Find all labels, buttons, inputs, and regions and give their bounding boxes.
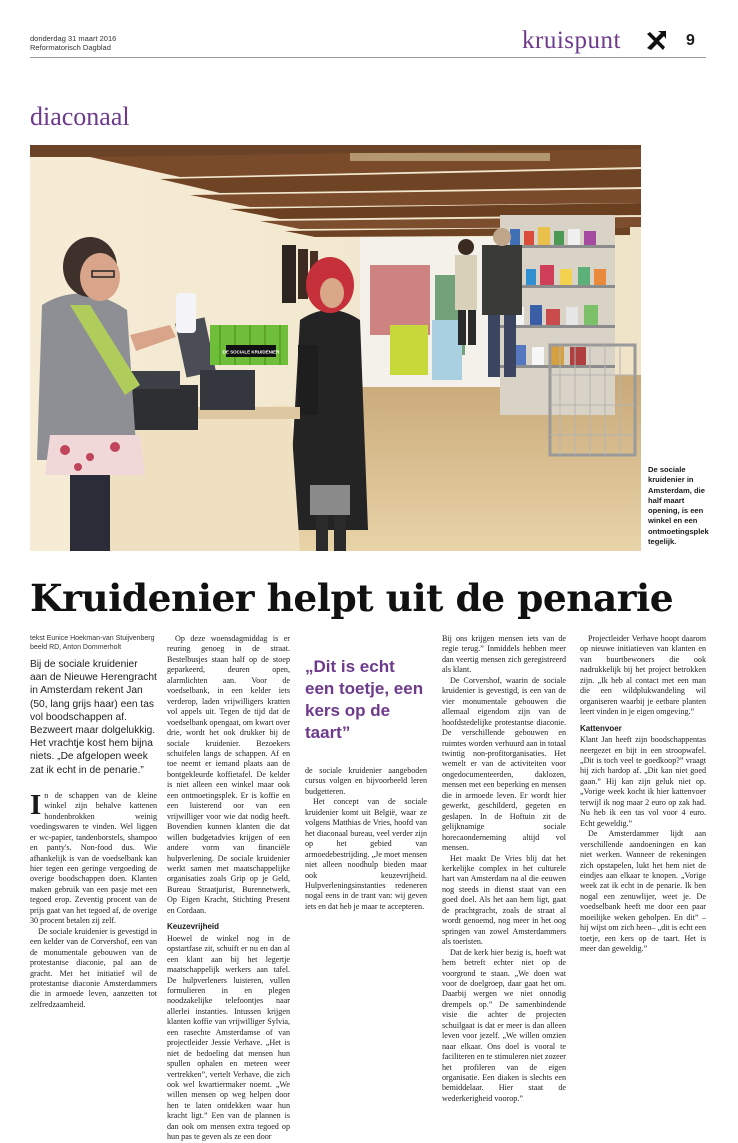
- body-paragraph: Bij ons krijgen mensen iets van de regie terug.” Inmiddels hebben meer dan veertig mensen zich geregistreerd als klant.: [442, 634, 566, 675]
- body-paragraph: Hoewel de winkel nog in de opstartfase zit, schuift er nu en dan al een klant aan bij het legertje maatschappelijk werkers aan tafel. De hulpverleners luisteren, vullen formulieren in en plegen noodzakelijke telefoontjes naar allerlei instanties. Intussen krijgen klanten koffie van vrijwilliger Sylvia, een rasechte Amsterdamse of van projectleider Jessie Verhave. „Het is niet de bedoeling dat mensen hun spullen ophalen en meteen weer vertrekken”, vertelt Verhave, die zich ook wel kwartiermaker noemt. „We willen mensen op weg helpen door hen te laten ontdekken waar hun kracht ligt.” Een van de plannen is dan ook om mensen extra tegoed op hun pas te geven als ze een door: [167, 933, 290, 1142]
- article-intro: Bij de sociale kruidenier aan de Nieuwe Herengracht in Amsterdam rekent Jan (50, lang grijs haar) een tas vol boodschappen af. Bezweert maar dolgelukkig. Het vrachtje kost hem bijna niets. „De afgelopen week zat ik echt in de penarie.”: [30, 659, 157, 776]
- body-paragraph: n de schappen van de kleine winkel zijn behalve kattenen hondenbrokken weinig voedingswaren te vinden. Wel liggen er wc-papier, tandenborstels, shampoo en panty's. Non-food dus. Wie afhankelijk is van de voedselbank kan hier tegen een geringe vergoeding de overige boodschappen doen. Klanten maken gebruik van een pasje met een tegoed erop. Zeventig procent van de prijs gaat van het tegoed af, de overige 30 procent betalen zij zelf.: [30, 790, 157, 926]
- page-number: 9: [686, 32, 695, 49]
- body-paragraph: Dat de kerk hier bezig is, hoeft wat hem betreft echter niet op de voorgrond te staan. „We doen wat voor de doelgroep, daar gaat het om. Daarbij wergen we niet onnodig drempels op.” De samenbindende visie die achter de projecten schuilgaat is dat er meer is dan alleen leven voor jezelf. „We willen omzien naar elkaar. Ons doel is vooral te faciliteren en te stimuleren niet zozeer het profileren van de eigen organisatie. Een diaken is slechts een bemiddelaar. Hier staat de wederkerigheid voorop.”: [442, 947, 566, 1103]
- article-column-3: [305, 634, 427, 912]
- body-paragraph: De sociale kruidenier is gevestigd in een kelder van de Corvershof, een van de monumentale gebouwen van de protestantse diaconie, pal aan de gracht. Met het initiatief wil de protestantse diaconie Amsterdammers die in armoede leven, aanzetten tot zelfredzaamheid.: [30, 926, 157, 1009]
- body-paragraph: de sociale kruidenier aangeboden cursus volgen en bijvoorbeeld leren budgetteren.: [305, 766, 427, 796]
- body-paragraph: De Corvershof, waarin de sociale kruidenier is gevestigd, is een van de vier monumentale gebouwen die allemaal eigendom zijn van de hoofdstedelijke protestantse diaconie. De verschillende gebouwen en ruimtes worden verhuurd aan in totaal twintig non-profitorganisaties. Het wemelt er van de activiteiten voor ongedocumenteerden, daklozen, mensen met een beperking en mensen die in armoede leven. Er wordt hier gewerkt, geschilderd, gegeten en geslapen. In de Hoftuin zit de gelijknamige sociale horecaonderneming altijd vol mensen.: [442, 675, 566, 853]
- author-credit: tekst Eunice Hoekman-van Stuijvenberg: [30, 635, 155, 642]
- photo-caption: De sociale kruidenier in Amsterdam, die half maart opening, is een winkel en een ontmoetingsplek tegelijk.: [648, 465, 709, 547]
- body-paragraph: Op deze woensdagmiddag is er reuring genoeg in de straat. Bestelbusjes staan half op de stoep geparkeerd, deuren open, alarmlichten aan. Voor de voedselbank, in een kelder iets verderop, laden vrijwilligers kratten vol appels uit. Tegen de tijd dat de voedselbank opengaat, om kwart over drie, wordt het ook drukker bij de sociale kruidenier. Bezoekers schuifelen langs de schappen. Af en toe neemt er iemand plaats aan de bontgekleurde koffietafel. De kelder is niet alleen een winkel maar ook een ontmoetingsplek. Er is koffie en een luisterend oor van een vrijwilliger voor wie dat nodig heeft. Bovendien kunnen klanten die dat willen budgetadvies krijgen of een andere vorm van financiële hulpverlening. De sociale kruidenier werkt samen met maatschappelijke organisaties zoals Grip op je Geld, Bureau Straatjurist, Burennetwerk, Op Eigen Kracht, Stichting Present en Cordaan.: [167, 634, 290, 915]
- first-paragraph: [30, 788, 157, 927]
- drop-cap: I: [30, 788, 42, 821]
- subheading-keuzevrijheid: Keuzevrijheid: [167, 922, 220, 932]
- body-paragraph: De Amsterdammer lijdt aan verschillende aandoeningen en kan niet werken. Wanneer de rekeningen zich opstapelen, lukt het hem niet de eindjes aan elkaar te knopen. „Vorige week zat ik echt in de penarie. Ik ben nogal een zenuwlijer, weet je. De voedselbank heeft me door een paar moeilijke weken geholpen. En dit” –hij wijst om zich heen– „dit is echt een toetje, een kers op de taart. Het is meer dan geweldig.”: [580, 829, 706, 954]
- headline: Kruidenier helpt uit de penarie: [30, 576, 674, 620]
- pull-quote: „Dit is echt een toetje, een kers op de taart”: [305, 657, 424, 742]
- body-paragraph: Het concept van de sociale kruidenier komt uit België, waar ze volgens Matthias de Vries, hoofd van het diaconaal bureau, veel verder zijn op het gebied van armoedebestrijding. „Je moet mensen niet alleen noodhulp bieden maar ook keuzevrijheid. Hulpverleningsinstanties redeneren nogal eens in de trant van: wij geven iets en dat heb je maar te accepteren.: [305, 797, 427, 911]
- body-paragraph: Klant Jan heeft zijn boodschappentas neergezet en bijt in een stroopwafel. „Dit is toch veel te goedkoop?” vraagt hij zich hardop af. „Dit kan niet goed gaan.” Hij kan zijn geluk niet op. „Vorige week kocht ik hier kattenvoer terwijl ik nog maar 2 euro op zak had. Nu heb ik een tas vol voor 4 euro. Echt geweldig.”: [580, 735, 706, 828]
- article-column-5: [580, 634, 706, 955]
- header-divider: [30, 57, 706, 58]
- section-label: diaconaal: [30, 102, 130, 131]
- article-column-2: [167, 634, 290, 1143]
- photo-credit: beeld RD, Anton Dommerholt: [30, 644, 122, 651]
- article-column-4: [442, 634, 566, 1104]
- masthead-left: [30, 34, 116, 52]
- body-paragraph: Het maakt De Vries blij dat het kerkelijke complex in het culturele hart van Amsterdam na al die eeuwen nog steeds in dienst staat van een goed doel. Als het aan hem ligt, gaat de prachtgracht, zoals de straat al wordt genoemd, nog meer in het oog springen van zowel Amsterdammers als toeristen.: [442, 853, 566, 947]
- section-title: kruispunt: [522, 27, 621, 54]
- newspaper-name: Reformatorisch Dagblad: [30, 43, 111, 52]
- issue-date: donderdag 31 maart 2016: [30, 34, 117, 43]
- byline: [30, 634, 157, 652]
- body-paragraph: Projectleider Verhave hoopt daarom op nieuwe initiatieven van klanten en van buurtbewoners die ook nadrukkelijk bij het project betrokken zijn. „Ik heb al contact met een man die een wildplukwandeling wil organiseren waarbij je eetbare planten leert vinden in je eigen omgeving.”: [580, 634, 706, 717]
- store-photo: [30, 145, 641, 551]
- store-interior-illustration: [30, 145, 641, 551]
- subheading-kattenvoer: Kattenvoer: [580, 723, 622, 733]
- kruispunt-arrow-icon: [645, 30, 667, 52]
- article-column-1: [30, 634, 157, 1010]
- crate-sign: DE SOCIALE KRUIDENIER: [222, 349, 280, 355]
